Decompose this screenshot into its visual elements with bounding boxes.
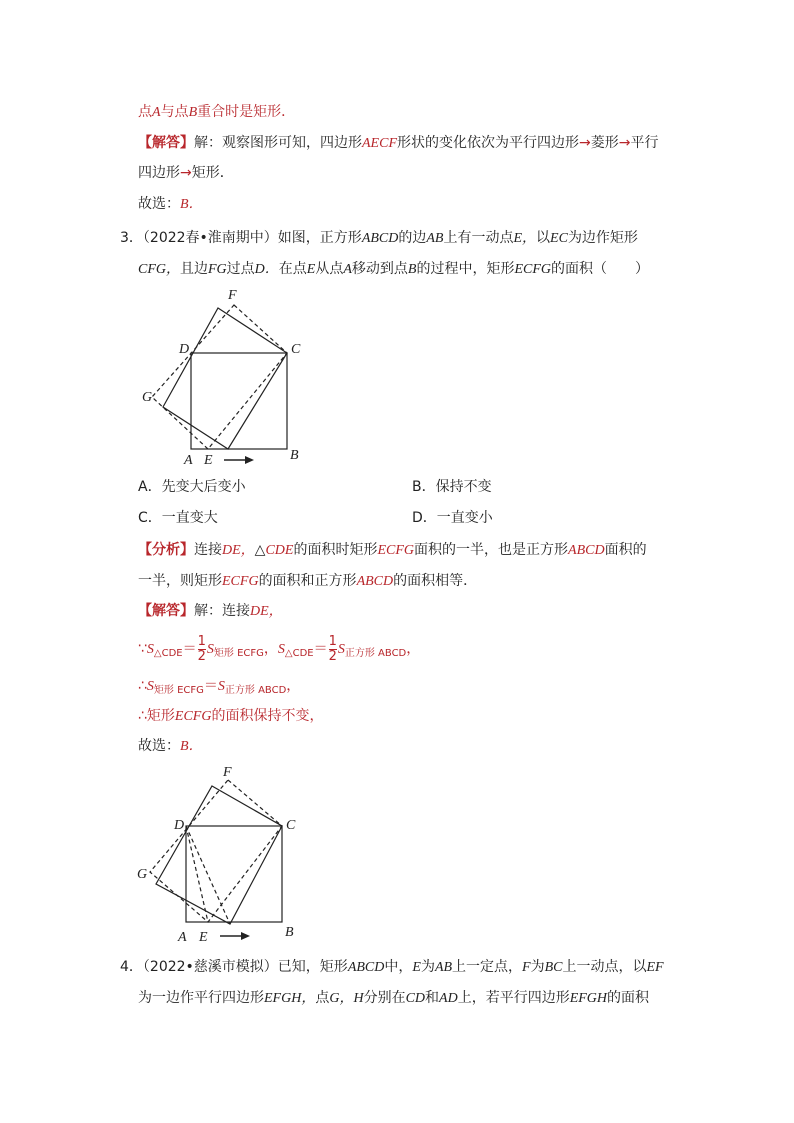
option-d[interactable]: D．一直变小	[412, 510, 493, 526]
fraction-half: $\frac{1}{2}$	[197, 633, 206, 664]
q4-line-1: 4．（2022•慈溪市模拟）已知，矩形ABCD中，E为AB上一定点，F为BC上一动点，以EF	[120, 959, 664, 975]
q3-line-2: CFG，且边FG过点D．在点E从点A移动到点B的过程中，矩形ECFG的面积（ ）	[138, 261, 650, 277]
label-B: B	[290, 448, 299, 463]
prev-line-3: 四边形→矩形．	[138, 165, 234, 181]
q4-line-2: 为一边作平行四边形EFGH，点G，H分别在CD和AD上，若平行四边形EFGH的面积	[138, 990, 650, 1006]
label-A: A	[184, 453, 193, 468]
label-E-2: E	[199, 930, 208, 945]
label-C: C	[291, 342, 301, 357]
option-b[interactable]: B．保持不变	[412, 479, 492, 495]
q3-conclusion: ∴矩形ECFG的面积保持不变，	[138, 708, 324, 724]
diagonal-de-1	[186, 826, 208, 922]
label-D: D	[179, 342, 190, 357]
q3-figure-1	[130, 285, 330, 475]
q3-analysis-1: 【分析】连接DE，△CDE的面积时矩形ECFG面积的一半，也是正方形ABCD面积的	[138, 542, 647, 558]
q3-analysis-2: 一半，则矩形ECFG的面积和正方形ABCD的面积相等．	[138, 573, 478, 589]
fraction-half-2: $\frac{1}{2}$	[328, 633, 337, 664]
q3-solve-equation-1: $\because S_{\triangle CDE}=$ $\frac{1}{2}$ $S_{矩形 ECFG}$，$S_{\triangle CDE}=$ $\frac{1}{2}$ $S_{正方形 ABCD}$，	[138, 633, 421, 664]
label-G: G	[142, 390, 153, 405]
q3-figure-2	[130, 760, 330, 950]
option-c[interactable]: C．一直变大	[138, 510, 218, 526]
q3-choice: 故选：B．	[138, 738, 203, 754]
q3-solve-equation-2: $\therefore S_{矩形 ECFG}=S_{正方形 ABCD}$，	[138, 678, 301, 696]
label-G-2: G	[137, 867, 148, 882]
option-a[interactable]: A．先变大后变小	[138, 479, 246, 495]
rectangle-ecfg-dashed-2	[150, 780, 282, 922]
rectangle-ecfg-dashed	[152, 305, 287, 449]
rectangle-ecfg-solid-2	[156, 786, 282, 924]
label-F: F	[228, 288, 237, 303]
label-E: E	[204, 453, 213, 468]
prev-line-1: 点A与点B重合时是矩形．	[138, 104, 296, 120]
prev-answer-line: 【解答】解：观察图形可知，四边形AECF形状的变化依次为平行四边形→菱形→平行	[138, 135, 659, 151]
prev-choice: 故选：B．	[138, 196, 203, 212]
label-B-2: B	[285, 925, 294, 940]
label-A-2: A	[178, 930, 187, 945]
motion-arrow-head-2	[241, 932, 250, 940]
q3-line-1: 3．（2022春•淮南期中）如图，正方形ABCD的边AB上有一动点E，以EC为边作矩形	[120, 230, 638, 246]
motion-arrow-head	[245, 456, 254, 464]
label-D-2: D	[174, 818, 185, 833]
label-F-2: F	[223, 765, 232, 780]
label-C-2: C	[286, 818, 296, 833]
q3-solve-1: 【解答】解：连接DE，	[138, 603, 283, 619]
